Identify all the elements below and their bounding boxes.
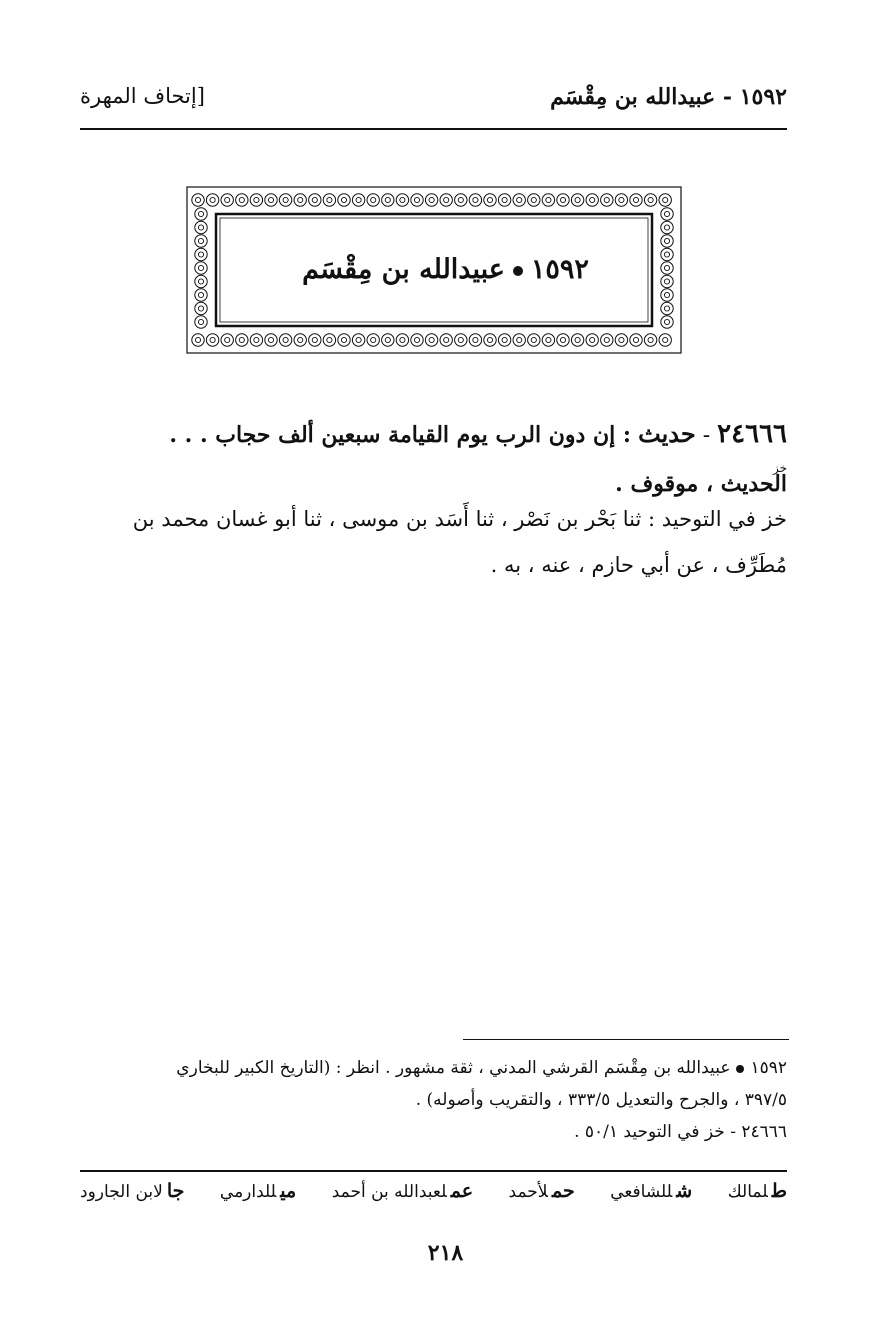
rosette-ornament-icon [396,194,408,206]
rosette-ornament-icon [294,334,306,346]
rosette-ornament-icon [542,194,554,206]
rosette-ornament-icon [195,289,207,301]
rosette-ornament-icon [440,194,452,206]
rosette-ornament-icon [484,194,496,206]
hadith-entry [80,410,787,508]
rosette-ornament-icon [279,334,291,346]
bullet-dot-icon [513,266,523,276]
rosette-ornament-icon [571,334,583,346]
abbreviation-bar [80,1180,787,1202]
rosette-ornament-icon [586,194,598,206]
rosette-ornament-icon [455,334,467,346]
rosette-ornament-icon [455,194,467,206]
entry-number: ٢٤٦٦٦ [717,419,787,449]
rosette-ornament-icon [601,334,613,346]
footnote-1-text: عبيدالله بن مِقْسَم القرشي المدني ، ثقة مشهور . انظر : (التاريخ الكبير للبخاري [176,1058,731,1078]
footnote-rule [463,1039,789,1040]
abbreviation-item: طلمالك [727,1180,787,1202]
rosette-ornament-icon [601,194,613,206]
rosette-ornament-icon [206,334,218,346]
rosette-ornament-icon [411,194,423,206]
rosette-ornament-icon [661,235,673,247]
rosette-ornament-icon [557,334,569,346]
rosette-ornament-icon [352,194,364,206]
entry-source-symbol: خز [772,461,787,475]
rosette-ornament-icon [382,334,394,346]
entry-line-1: ٢٤٦٦٦ - حديث : إن دون الرب يوم القيامة سبعين ألف حجاب . . . [169,419,787,449]
rosette-ornament-icon [352,334,364,346]
isnad-text [80,496,787,588]
footnote-2: ٢٤٦٦٦ - خز في التوحيد ٥٠/١ . [574,1122,787,1142]
page-number: ٢١٨ [427,1240,464,1266]
rosette-ornament-icon [528,194,540,206]
rosette-ornament-icon [338,194,350,206]
rosette-ornament-icon [265,334,277,346]
rosette-ornament-icon [630,334,642,346]
entry-line-2: الحديث ، موقوف . [615,471,787,497]
rosette-ornament-icon [279,194,291,206]
rosette-ornament-icon [513,194,525,206]
rosette-ornament-icon [659,194,671,206]
rosette-ornament-icon [192,194,204,206]
rosette-ornament-icon [195,208,207,220]
rosette-ornament-icon [630,194,642,206]
rosette-ornament-icon [195,316,207,328]
rosette-ornament-icon [498,194,510,206]
footnotes [80,1052,787,1148]
isnad-line-2: مُطَرِّف ، عن أبي حازم ، عنه ، به . [490,553,787,577]
rosette-ornament-icon [586,334,598,346]
entry-matn: : إن دون الرب يوم القيامة سبعين ألف حجاب . . . [169,422,632,448]
rosette-ornament-icon [396,334,408,346]
rosette-ornament-icon [382,194,394,206]
rosette-ornament-icon [221,194,233,206]
rosette-ornament-icon [659,334,671,346]
rosette-ornament-icon [309,194,321,206]
rosette-ornament-icon [367,334,379,346]
rosette-ornament-icon [323,334,335,346]
rosette-ornament-icon [195,235,207,247]
rosette-ornament-icon [484,334,496,346]
rosette-ornament-icon [425,334,437,346]
rosette-ornament-icon [221,334,233,346]
rosette-ornament-icon [338,334,350,346]
footnote-1-number: ١٥٩٢ [750,1058,787,1078]
rosette-ornament-icon [644,334,656,346]
rosette-ornament-icon [661,302,673,314]
rosette-ornament-icon [367,194,379,206]
abbreviation-rule [80,1170,787,1172]
entry-keyword: حديث [638,419,696,448]
rosette-ornament-icon [411,334,423,346]
rosette-ornament-icon [542,334,554,346]
rosette-ornament-icon [661,316,673,328]
chapter-number: ١٥٩٢ [530,254,589,285]
rosette-ornament-icon [615,194,627,206]
rosette-ornament-icon [571,194,583,206]
abbreviation-item: حملأحمد [508,1180,575,1202]
rosette-ornament-icon [661,221,673,233]
rosette-ornament-icon [498,334,510,346]
running-header-book: [إتحاف المهرة [80,84,205,108]
rosette-ornament-icon [557,194,569,206]
abbreviation-item: ميللدارمي [219,1180,297,1202]
rosette-ornament-icon [250,194,262,206]
isnad-line-1: خز في التوحيد : ثنا بَحْر بن نَصْر ، ثنا أَسَد بن موسى ، ثنا أبو غسان محمد بن [132,507,787,531]
rosette-ornament-icon [265,194,277,206]
rosette-ornament-icon [661,208,673,220]
footnote-1-line-1 [80,1052,787,1084]
abbreviation-item: عملعبدالله بن أحمد [331,1180,474,1202]
rosette-ornament-icon [425,194,437,206]
header-rule [80,128,787,130]
rosette-ornament-icon [195,221,207,233]
rosette-ornament-icon [644,194,656,206]
rosette-ornament-icon [469,334,481,346]
rosette-ornament-icon [615,334,627,346]
rosette-ornament-icon [192,334,204,346]
rosette-ornament-icon [309,334,321,346]
rosette-ornament-icon [294,194,306,206]
abbreviation-item: جالابن الجارود [80,1180,185,1202]
chapter-title [0,254,891,285]
rosette-ornament-icon [513,334,525,346]
footnote-1-line-2: ٣٩٧/٥ ، والجرح والتعديل ٣٣٣/٥ ، والتقريب وأصوله) . [415,1090,787,1110]
bullet-dot-icon [736,1065,744,1073]
rosette-ornament-icon [250,334,262,346]
rosette-ornament-icon [206,194,218,206]
rosette-ornament-icon [469,194,481,206]
chapter-name: عبيدالله بن مِقْسَم [302,254,505,285]
running-header-title: ١٥٩٢ - عبيدالله بن مِقْسَم [550,84,787,110]
rosette-ornament-icon [323,194,335,206]
abbreviation-item: شللشافعي [610,1180,693,1202]
rosette-ornament-icon [236,334,248,346]
rosette-ornament-icon [440,334,452,346]
rosette-ornament-icon [528,334,540,346]
rosette-ornament-icon [236,194,248,206]
rosette-ornament-icon [661,289,673,301]
rosette-ornament-icon [195,302,207,314]
